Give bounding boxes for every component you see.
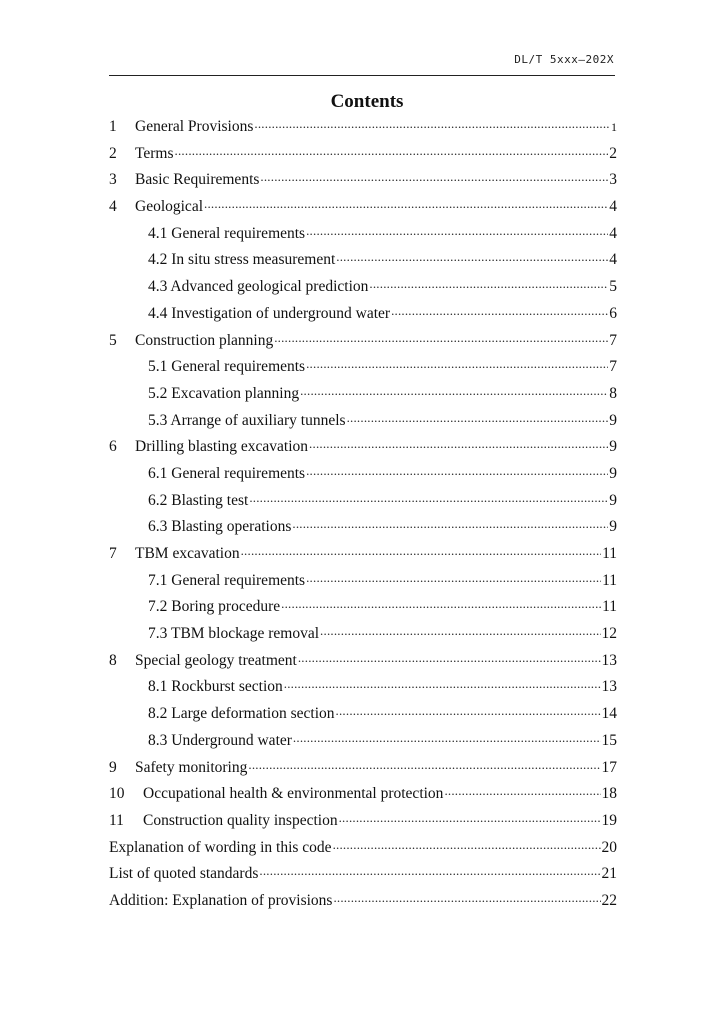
toc-entry-page-number: 9 [609, 518, 617, 536]
dot-leader [259, 862, 600, 880]
toc-entry-label: TBM excavation [135, 545, 240, 562]
toc-entry-label: 6.3 Blasting operations [148, 518, 292, 536]
toc-entry[interactable] [109, 545, 617, 572]
toc-entry-label: Special geology treatment [135, 651, 297, 669]
toc-entry-number: 5 [109, 331, 117, 349]
toc-entry-label: 6.1 General requirements [148, 464, 306, 482]
toc-entry-page-number: 15 [601, 731, 617, 749]
toc-entry-page-number: 7 [609, 358, 617, 376]
toc-entry-page-number: 22 [601, 891, 617, 909]
dot-leader [347, 409, 609, 427]
toc-entry-page-number: 9 [609, 491, 617, 509]
toc-entry[interactable] [109, 145, 617, 172]
toc-entry[interactable] [109, 892, 617, 919]
toc-entry-label: Safety monitoring [135, 758, 248, 776]
toc-entry[interactable] [109, 198, 617, 225]
dot-leader [306, 222, 608, 240]
toc-entry[interactable] [109, 598, 617, 625]
dot-leader [292, 515, 608, 533]
dot-leader [284, 675, 601, 693]
toc-entry-label: 8.2 Large deformation section [148, 705, 335, 723]
toc-entry-page-number: 6 [609, 304, 617, 322]
toc-entry-page-number: 8 [609, 384, 617, 402]
toc-entry-page-number: 5 [609, 278, 617, 296]
toc-entry-number: 4 [109, 198, 117, 216]
dot-leader [306, 462, 608, 480]
toc-entry-label: General Provisions [135, 118, 254, 135]
toc-entry[interactable] [109, 332, 617, 359]
toc-entry-label: Occupational health & environmental protection [143, 785, 444, 803]
toc-entry-label: Terms [135, 144, 174, 162]
toc-entry-page-number: 4 [609, 251, 617, 269]
dot-leader [336, 702, 601, 720]
toc-entry-label: 8.3 Underground water [148, 731, 292, 749]
toc-entry[interactable] [109, 652, 617, 679]
dot-leader [391, 302, 608, 320]
toc-entry-label: Construction planning [135, 331, 274, 349]
toc-entry-number: 8 [109, 651, 117, 669]
toc-entry-label: Basic Requirements [135, 171, 260, 189]
toc-entry-page-number: 11 [602, 598, 617, 616]
dot-leader [274, 329, 608, 347]
toc-entry-label: 4.3 Advanced geological prediction [148, 278, 369, 296]
toc-entry-label: 5.1 General requirements [148, 358, 306, 376]
toc-entry-label: 7.2 Boring procedure [148, 598, 281, 616]
toc-entry-number: 11 [109, 811, 124, 829]
dot-leader [254, 115, 609, 133]
toc-entry-label: 6.2 Blasting test [148, 491, 249, 509]
toc-entry-label: Geological [135, 198, 204, 216]
toc-entry[interactable] [109, 705, 617, 732]
toc-entry[interactable] [109, 385, 617, 412]
dot-leader [369, 275, 608, 293]
header-rule [109, 75, 615, 76]
page-title: Contents [330, 91, 404, 112]
toc-entry-label: List of quoted standards [109, 865, 259, 883]
toc-entry-page-number: 4 [609, 224, 617, 242]
dot-leader [281, 595, 601, 613]
toc-entry-label: 5.3 Arrange of auxiliary tunnels [148, 411, 346, 429]
dot-leader [309, 435, 608, 453]
toc-entry[interactable] [109, 438, 617, 465]
toc-entry[interactable] [109, 572, 617, 599]
toc-entry-page-number: 17 [601, 758, 617, 776]
dot-leader [300, 382, 608, 400]
dot-leader [444, 782, 600, 800]
dot-leader [306, 569, 601, 587]
toc-entry-number: 7 [109, 545, 117, 562]
toc-entry-label: 4.1 General requirements [148, 224, 306, 242]
toc-entry-page-number: 13 [601, 678, 617, 696]
toc-entry[interactable] [109, 518, 617, 545]
dot-leader [248, 756, 600, 774]
dot-leader [293, 729, 601, 747]
toc-entry[interactable] [109, 492, 617, 519]
toc-entry-page-number: 7 [609, 331, 617, 349]
toc-entry-page-number: 21 [601, 865, 617, 883]
toc-entry-number: 1 [109, 118, 117, 135]
dot-leader [333, 889, 600, 907]
toc-entry-page-number: 18 [601, 785, 617, 803]
toc-entry[interactable] [109, 305, 617, 332]
page-header-code: DL/T 5xxx—202X [514, 53, 614, 66]
toc-entry[interactable] [109, 465, 617, 492]
toc-entry-label: 4.2 In situ stress measurement [148, 251, 336, 269]
dot-leader [260, 168, 608, 186]
toc-entry-label: 7.1 General requirements [148, 571, 306, 589]
toc-entry[interactable] [109, 118, 617, 145]
toc-entry-page-number: 13 [601, 651, 617, 669]
toc-entry-label: Drilling blasting excavation [135, 438, 309, 456]
toc-entry[interactable] [109, 812, 617, 839]
toc-entry[interactable] [109, 839, 617, 866]
toc-entry-page-number: 9 [609, 464, 617, 482]
toc-entry[interactable] [109, 678, 617, 705]
toc-entry-number: 9 [109, 758, 117, 776]
toc-entry-label: Addition: Explanation of provisions [109, 891, 333, 909]
toc-entry[interactable] [109, 865, 617, 892]
toc-entry[interactable] [109, 412, 617, 439]
toc-entry-page-number: 14 [601, 705, 617, 723]
toc-entry-label: Explanation of wording in this code [109, 838, 332, 856]
toc-entry[interactable] [109, 171, 617, 198]
toc-entry[interactable] [109, 785, 617, 812]
dot-leader [320, 622, 600, 640]
dot-leader [336, 248, 608, 266]
toc-entry-page-number: 3 [609, 171, 617, 189]
toc-entry[interactable] [109, 759, 617, 786]
toc-entry-page-number: 12 [601, 625, 617, 643]
dot-leader [333, 836, 601, 854]
toc-entry-page-number: 11 [602, 571, 617, 589]
toc-entry-number: 2 [109, 144, 117, 162]
toc-entry-number: 10 [109, 785, 125, 803]
toc-entry-page-number: 4 [609, 198, 617, 216]
toc-entry-label: 8.1 Rockburst section [148, 678, 283, 696]
toc-entry-page-number: 1 [611, 120, 617, 134]
toc-entry-page-number: 19 [601, 811, 617, 829]
toc-entry-page-number: 9 [609, 411, 617, 429]
toc-entry-page-number: 9 [609, 438, 617, 456]
toc-entry[interactable] [109, 278, 617, 305]
dot-leader [241, 542, 601, 560]
toc-entry-page-number: 2 [609, 144, 617, 162]
toc-entry-number: 6 [109, 438, 117, 456]
toc-entry-number: 3 [109, 171, 117, 189]
toc-entry-page-number: 11 [602, 545, 617, 562]
toc-entry[interactable] [109, 625, 617, 652]
toc-entry-label: Construction quality inspection [143, 811, 338, 829]
dot-leader [339, 809, 601, 827]
dot-leader [306, 355, 608, 373]
toc-entry[interactable] [109, 225, 617, 252]
toc-entry-label: 7.3 TBM blockage removal [148, 625, 320, 643]
toc-entry-page-number: 20 [601, 838, 617, 856]
table-of-contents [109, 118, 617, 919]
toc-entry[interactable] [109, 732, 617, 759]
toc-entry[interactable] [109, 358, 617, 385]
toc-entry[interactable] [109, 251, 617, 278]
dot-leader [175, 142, 609, 160]
dot-leader [204, 195, 608, 213]
toc-entry-label: 5.2 Excavation planning [148, 384, 300, 402]
dot-leader [298, 649, 601, 667]
dot-leader [249, 489, 608, 507]
toc-entry-label: 4.4 Investigation of underground water [148, 304, 391, 322]
